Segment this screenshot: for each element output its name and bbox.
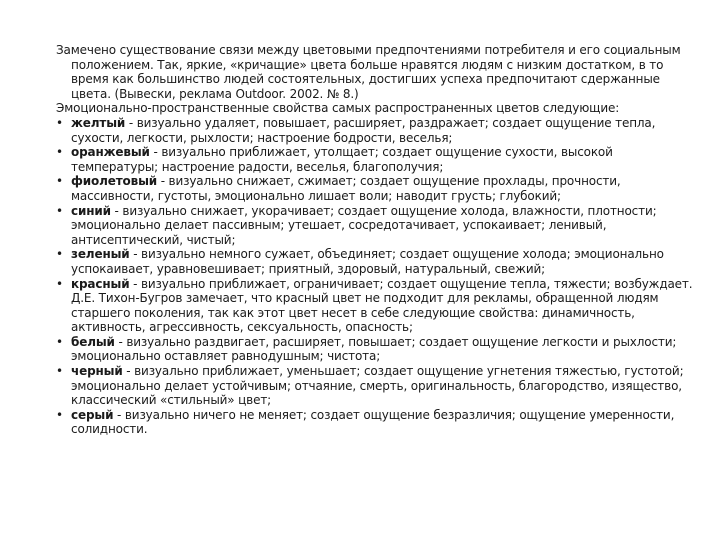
bullet-icon: • [56, 276, 63, 291]
list-item-orange [56, 145, 696, 174]
bullet-icon: • [56, 247, 63, 262]
list-item-red [56, 277, 696, 335]
color-name: красный [71, 276, 130, 291]
color-name: зеленый [71, 247, 130, 262]
bullet-icon: • [56, 145, 63, 160]
list-item-white [56, 335, 696, 364]
bullet-icon: • [56, 174, 63, 189]
text-body [56, 43, 696, 437]
color-description: - визуально раздвигает, расширяет, повышает; создает ощущение легкости и рыхлости; эмоционально оставляет равнодушным; чистота; [71, 334, 677, 364]
bullet-icon: • [56, 407, 63, 422]
intro-paragraph: Замечено существование связи между цветовыми предпочтениями потребителя и его социальным положением. Так, яркие, «кричащие» цвета больше нравятся людям с низким достатком, в то время как большинство людей состоятельных, достигших успеха предпочитают сдержанные цвета. (Вывески, реклама Outdoor. 2002. № 8.) [56, 43, 681, 101]
color-description: - визуально приближает, утолщает; создает ощущение сухости, высокой температуры; настроение радости, веселья, благополучия; [71, 145, 613, 174]
bullet-icon: • [56, 334, 63, 349]
color-name: белый [71, 334, 115, 349]
color-name: фиолетовый [71, 174, 158, 189]
list-item-blue [56, 204, 696, 248]
color-description: - визуально немного сужает, объединяет; создает ощущение холода; эмоционально успокаивает, уравновешивает; приятный, здоровый, натуральный, свежий; [71, 247, 664, 276]
color-description: - визуально снижает, сжимает; создает ощущение прохлады, прочности, массивности, густоты, эмоционально лишает воли; наводит грусть; глубокий; [71, 174, 621, 203]
bullet-icon: • [56, 364, 63, 379]
color-description: - визуально ничего не меняет; создает ощущение безразличия; ощущение умеренности, солидности. [71, 407, 675, 437]
color-name: оранжевый [71, 145, 150, 160]
lead-paragraph: Эмоционально-пространственные свойства самых распространенных цветов следующие: [56, 101, 620, 116]
color-name: серый [71, 407, 114, 422]
color-description: - визуально приближает, уменьшает; создает ощущение угнетения тяжестью, густотой; эмоционально делает устойчивым; отчаяние, смерть, оригинальность, благородство, изящество, классический «стильный» цвет; [71, 364, 684, 408]
color-name: черный [71, 364, 123, 379]
list-item-violet [56, 174, 696, 203]
color-properties-list [56, 116, 696, 437]
bullet-icon: • [56, 115, 63, 130]
bullet-icon: • [56, 203, 63, 218]
color-name: синий [71, 203, 111, 218]
list-item-yellow [56, 116, 696, 145]
list-item-gray [56, 408, 696, 437]
color-description: - визуально снижает, укорачивает; создает ощущение холода, влажности, плотности; эмоционально делает пассивным; утешает, сосредотачивает, успокаивает; ленивый, антисептический, чистый; [71, 203, 657, 247]
color-description: - визуально удаляет, повышает, расширяет, раздражает; создает ощущение тепла, сухости, легкости, рыхлости; настроение бодрости, веселья; [71, 115, 656, 145]
list-item-black [56, 364, 696, 408]
color-name: желтый [71, 115, 126, 130]
list-item-green [56, 247, 696, 276]
color-description: - визуально приближает, ограничивает; создает ощущение тепла, тяжести; возбуждает. Д.Е. Тихон-Бугров замечает, что красный цвет не подходит для рекламы, обращенной людям старшего поколения, так как этот цвет несет в себе следующие свойства: динамичность, активность, агрессивность, сексуальность, опасность; [71, 276, 693, 335]
